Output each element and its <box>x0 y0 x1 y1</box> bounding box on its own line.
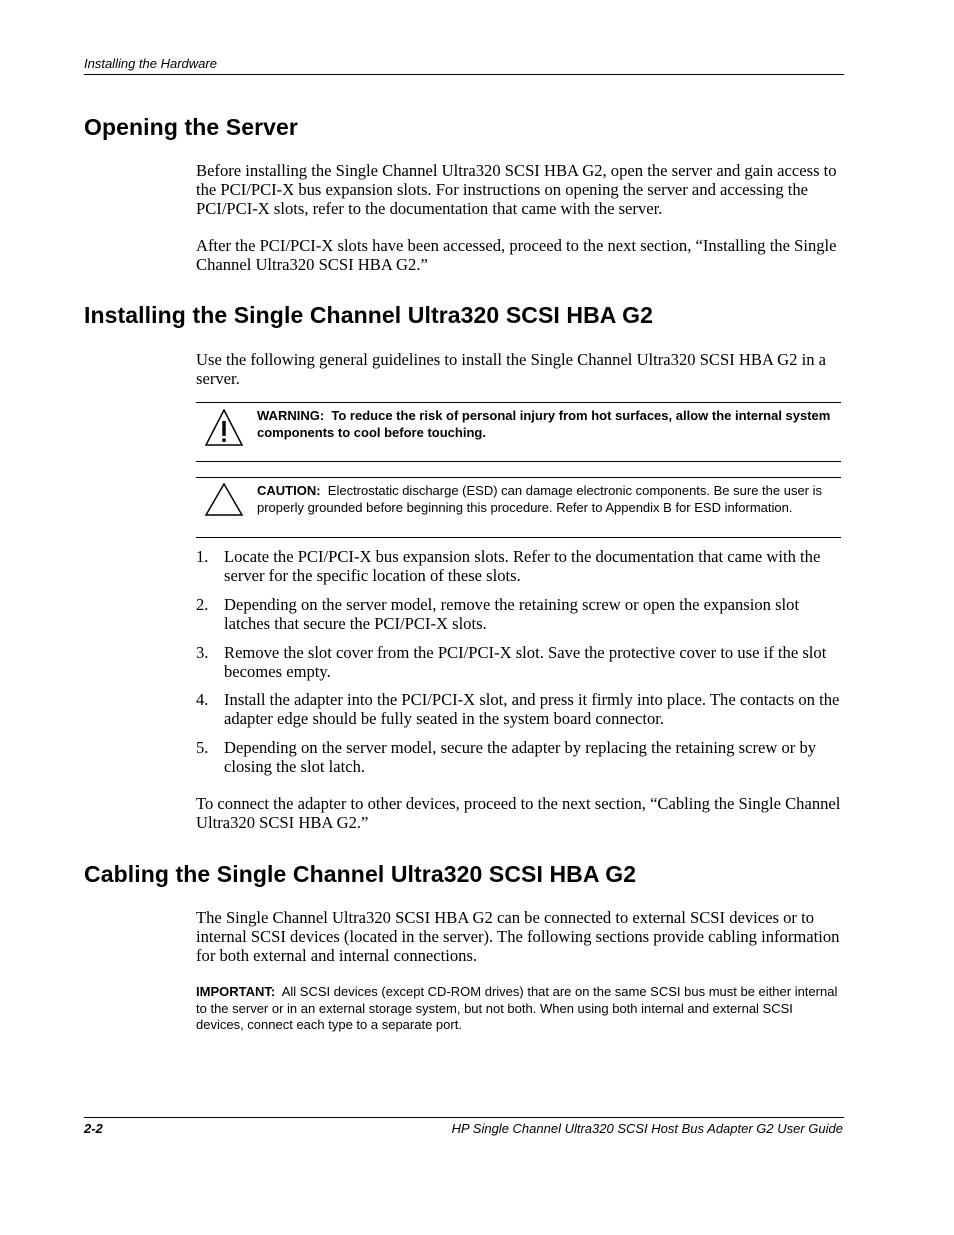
footer-book-title: HP Single Channel Ultra320 SCSI Host Bus Adapter G2 User Guide <box>451 1121 843 1136</box>
caution-label: CAUTION: <box>257 483 321 498</box>
step-text: Remove the slot cover from the PCI/PCI-X slot. Save the protective cover to use if the slot becomes empty. <box>224 643 827 681</box>
running-header: Installing the Hardware <box>84 56 217 71</box>
caution-triangle-icon <box>204 481 244 517</box>
page-number: 2-2 <box>84 1121 103 1136</box>
section-title-cabling: Cabling the Single Channel Ultra320 SCSI HBA G2 <box>84 861 637 887</box>
installing-intro: Use the following general guidelines to install the Single Channel Ultra320 SCSI HBA G2 in a server. <box>196 350 827 388</box>
step-text: Depending on the server model, remove the retaining screw or open the expansion slot latches that secure the PCI/PCI-X slots. <box>224 595 800 633</box>
warning-notice <box>196 402 841 462</box>
caution-notice <box>196 477 841 538</box>
warning-triangle-icon <box>204 407 244 447</box>
caution-body: Electrostatic discharge (ESD) can damage electronic components. Be sure the user is properly grounded before beginning this procedure. Refer to Appendix B for ESD information. <box>257 483 823 515</box>
section-title-installing: Installing the Single Channel Ultra320 SCSI HBA G2 <box>84 302 654 328</box>
warning-label: WARNING: <box>257 408 325 423</box>
opening-paragraph-2: After the PCI/PCI-X slots have been accessed, proceed to the next section, “Installing the Single Channel Ultra320 SCSI HBA G2.” <box>196 236 837 274</box>
step-text: Depending on the server model, secure the adapter by replacing the retaining screw or by closing the slot latch. <box>224 738 817 776</box>
warning-body: To reduce the risk of personal injury from hot surfaces, allow the internal system components to cool before touching. <box>257 408 831 440</box>
warning-bottom-rule <box>196 461 841 462</box>
step-number: 1. <box>196 547 209 566</box>
step-text: Install the adapter into the PCI/PCI-X slot, and press it firmly into place. The contacts on the adapter edge should be fully seated in the system board connector. <box>224 690 840 728</box>
caution-bottom-rule <box>196 537 841 538</box>
opening-paragraph-1: Before installing the Single Channel Ultra320 SCSI HBA G2, open the server and gain access to the PCI/PCI-X bus expansion slots. For instructions on opening the server and accessing the PCI/PCI-X slots, refer to the documentation that came with the server. <box>196 161 837 218</box>
important-label: IMPORTANT: <box>196 984 276 999</box>
cabling-paragraph: The Single Channel Ultra320 SCSI HBA G2 can be connected to external SCSI devices or to internal SCSI devices (located in the server). The following sections provide cabling information for both external and internal connections. <box>196 908 840 965</box>
caution-top-rule <box>196 477 841 478</box>
step-number: 2. <box>196 595 209 614</box>
warning-top-rule <box>196 402 841 403</box>
section-title-opening: Opening the Server <box>84 114 298 140</box>
header-rule <box>84 74 844 75</box>
installing-outro: To connect the adapter to other devices, proceed to the next section, “Cabling the Single Channel Ultra320 SCSI HBA G2.” <box>196 794 841 832</box>
important-note <box>196 984 844 1034</box>
step-number: 3. <box>196 643 209 662</box>
caution-text <box>257 483 841 516</box>
warning-text <box>257 408 841 441</box>
step-number: 5. <box>196 738 209 757</box>
step-text: Locate the PCI/PCI-X bus expansion slots. Refer to the documentation that came with the server for the specific location of these slots. <box>224 547 821 585</box>
important-body: All SCSI devices (except CD-ROM drives) that are on the same SCSI bus must be either internal to the server or in an external storage system, but not both. When using both internal and external SCSI devices, connect each type to a separate port. <box>196 984 838 1032</box>
step-number: 4. <box>196 690 209 709</box>
footer-rule <box>84 1117 844 1118</box>
